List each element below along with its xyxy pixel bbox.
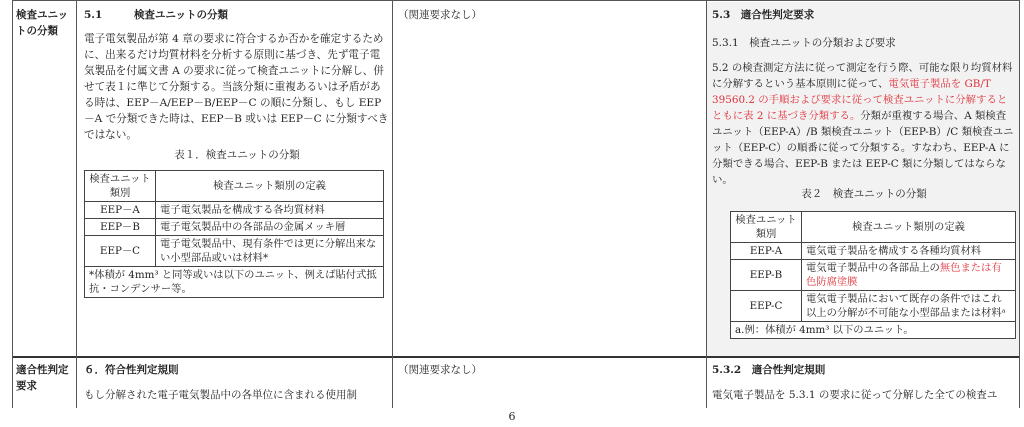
table2 bbox=[730, 211, 1016, 339]
table-row bbox=[85, 171, 384, 202]
table-cell: 電子電気製品を構成する各均質材料 bbox=[156, 202, 384, 219]
section-5-3-1-body bbox=[712, 60, 1016, 188]
table-row bbox=[731, 212, 1016, 243]
table-cell: EEP-B bbox=[731, 260, 802, 291]
table1-caption: 表１．検査ユニットの分類 bbox=[174, 149, 300, 161]
row1-category-label: 検査ユニットの分類 bbox=[16, 9, 69, 37]
col-border-3 bbox=[706, 0, 707, 408]
body-text-1: 5.2 の検査測定方法に従って測定を行う際、可能な限り均質材料に分解するという基本原則に従って、 bbox=[712, 62, 1013, 90]
col-border-4 bbox=[1019, 0, 1020, 408]
table-cell: EEP-C bbox=[731, 291, 802, 322]
table-row bbox=[731, 291, 1016, 322]
body-text-red: 電気電子製品を GB/T 39560.2 の手順および要求に従って検査ユニットに分解するとともに表 2 に基づき分類する。 bbox=[712, 78, 1008, 122]
table-header-cell: 検査ユニット類別 bbox=[731, 212, 802, 243]
table-row bbox=[731, 322, 1016, 339]
section-5-1-heading bbox=[84, 8, 384, 24]
section-5-3-2-heading: 5.3.2 適合性判定規則 bbox=[712, 364, 826, 376]
table-cell bbox=[802, 260, 1016, 291]
section-5-3-heading: 5.3 適合性判定要求 bbox=[712, 9, 815, 21]
table-cell: 電気電子製品を構成する各種均質材料 bbox=[802, 243, 1016, 260]
related-requirement-none-1: （関連要求なし） bbox=[398, 9, 482, 21]
table-header-cell: 検査ユニット類別の定義 bbox=[802, 212, 1016, 243]
section-5-3-1-heading: 5.3.1 検査ユニットの分類および要求 bbox=[712, 37, 896, 49]
table-cell: EEP-A bbox=[731, 243, 802, 260]
table-note: a.例：体積が 4mm³ 以下のユニット。 bbox=[731, 322, 1016, 339]
table-top-border bbox=[12, 0, 1020, 1]
col-border-0 bbox=[12, 0, 13, 408]
section-6-heading: ６．符合性判定規則 bbox=[84, 364, 179, 376]
section-5-1-body: 電子電気製品が第 4 章の要求に符合するか否かを確定するために、出来るだけ均質材料を分析する原則に基づき、先ず電子電気製品を付属文書 A の要求に従って検査ユニットに分解し、併せて表１に準じて分類する。当該分類に重複あるいは矛盾がある時は、EEP－A/EEP－B/EEP－C の順に分類し、もし EEP－A で分類できた時は、EEP－B 或いは EEP－C に分類すべきではない。 bbox=[84, 33, 389, 141]
def-text: 電気電子製品中の各部品上の bbox=[806, 262, 940, 274]
table-row bbox=[85, 202, 384, 219]
table1 bbox=[84, 170, 384, 298]
table-row bbox=[85, 236, 384, 267]
table-cell: EEP－B bbox=[85, 219, 156, 236]
section-6-body: もし分解された電子電気製品中の各単位に含まれる使用制 bbox=[84, 389, 357, 401]
col-border-2 bbox=[392, 0, 393, 408]
comparison-table bbox=[12, 0, 1020, 408]
table-row bbox=[85, 267, 384, 298]
col-border-1 bbox=[76, 0, 77, 408]
row-divider bbox=[12, 356, 1020, 358]
related-requirement-none-2: （関連要求なし） bbox=[398, 364, 482, 376]
page-number: 6 bbox=[508, 410, 516, 423]
def-text-red: 無色または有色防腐塗膜 bbox=[806, 262, 1002, 288]
body-text-2: 分類が重複する場合、A 類検査ユニット（EEP-A）/B 類検査ユニット（EEP-B）/C 類検査ユニット（EEP-C）の順番に従って分類する。すなわち、EEP-A に分類できる場合、EEP-B または EEP-C 類に分類してはならない。 bbox=[712, 110, 1014, 186]
table-cell: 電子電気製品中の各部品の金属メッキ層 bbox=[156, 219, 384, 236]
section-number: 5.1 bbox=[84, 9, 103, 21]
table-cell: EEP－A bbox=[85, 202, 156, 219]
table-cell: EEP－C bbox=[85, 236, 156, 267]
section-5-3-2-body: 電気電子製品を 5.3.1 の要求に従って分解した全ての検査ユ bbox=[712, 389, 998, 401]
table-row bbox=[731, 243, 1016, 260]
table-row bbox=[85, 219, 384, 236]
row2-category-label: 適合性判定要求 bbox=[16, 364, 69, 392]
table-header-cell: 検査ユニット類別の定義 bbox=[156, 171, 384, 202]
table-row bbox=[731, 260, 1016, 291]
table-header-cell: 検査ユニット類別 bbox=[85, 171, 156, 202]
section-title: 検査ユニットの分類 bbox=[133, 9, 229, 21]
table-cell: 電気電子製品において既存の条件ではこれ以上の分解が不可能な小型部品または材料ᵃ bbox=[802, 291, 1016, 322]
table-cell: 電子電気製品中、現有条件では更に分解出来ない小型部品或いは材料* bbox=[156, 236, 384, 267]
table2-caption: 表２ 検査ユニットの分類 bbox=[801, 188, 927, 200]
table-note: *体積が 4mm³ と同等或いは以下のユニット、例えば貼付式抵抗・コンデンサー等。 bbox=[85, 267, 384, 298]
